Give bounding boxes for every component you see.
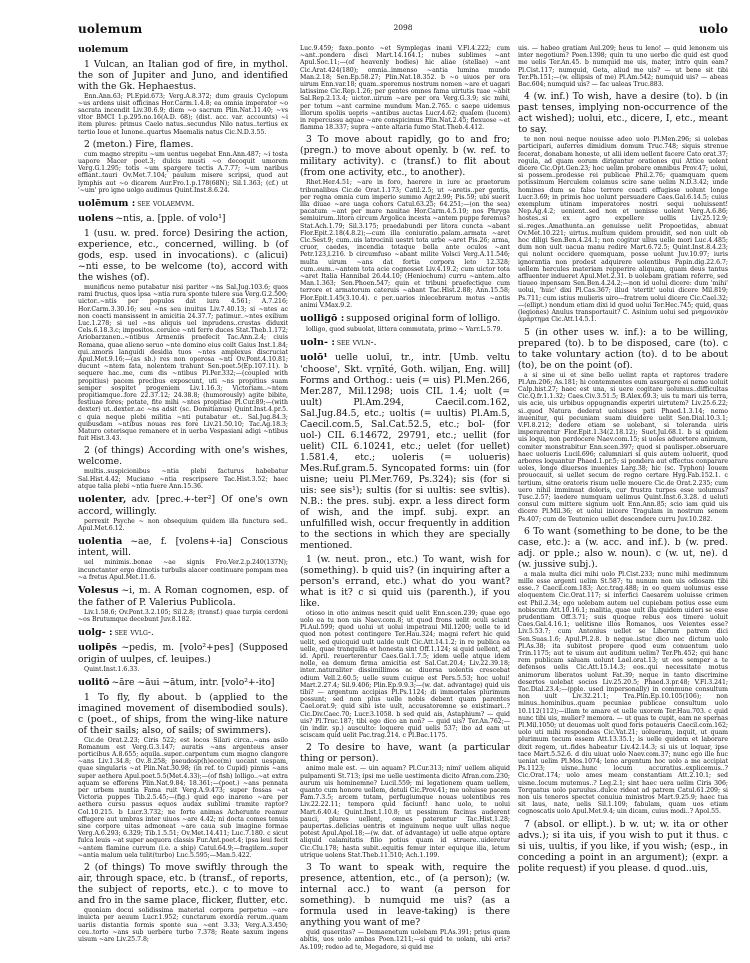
cross-reference: see volaemvm. xyxy=(137,197,195,209)
entry-uoln-xref xyxy=(300,337,510,349)
entry-uolens xyxy=(78,213,288,490)
entry-uolito xyxy=(78,677,288,943)
sense-2: 2 (of things) To move swiftly through the air, through space, etc. b (transf., of reports, the subject of reports, etc.). c to move to and fro in the same place, flicker, flutter, etc. xyxy=(78,862,288,907)
citations: uel minimis..bonae ~ae signis Fro.Ver.2.p.240(137N); incunctanter ergo dimotis turbulis alacer continuare pompam mea ~a fretus Apul.Met.11.6. xyxy=(78,559,288,581)
sense-3: 3 To want to speak with, require the presence, attention, etc., of (a person); (w. internal acc.) to want (a person for something). b numquid me uis? (as a formula used in leave-taking) is there anything you want of me? xyxy=(300,862,510,929)
entry-uolenter xyxy=(78,494,288,532)
entry-uolo-cont xyxy=(518,91,728,873)
column-1 xyxy=(78,44,288,947)
headword: uolēmum : xyxy=(78,197,136,209)
sense-2: 2 (meton.) Fire, flames. xyxy=(84,138,194,150)
headword: Volesus xyxy=(78,585,119,597)
citations: te non noui neque nouisse adeo uolo Pl.Men.296; si uolebas participari, auferres dimidium domum Truc.748; siquis strenue fecerat, donabam honeste, ut alii idem uellent facere Cato orat.37; regula, ad quam eorum dirigantur orationes qui Attice uolent dicere Cic.Opt.Gen.23; hoc uelim probare omnibus Prov.47; uolui, si possem..prodesse rei publicae Phil.2.76; quamquam quem potissimum Herculem colamus scire sane uelim N.D.3.42; unde homines dum se falso terrore coacti effugisse uolunt longe Lucr.3.69; in primis hoc uolunt persuadere Caes.Gal.6.14.5; cuius exemplum utinam imperatores nostri sequi uoluissent! Nep.Ag.4.2; uenient..sed non et uenisse uolent Verg.A.6.86; hostes..si ex agro expellere uellis Liv.25.12.9; si..reges..Amathunta..an genuisse uelit Propoetidas, abnuat Ov.Met.10.221; uirtus..multum quidem prouidit, sed non uult ob hoc diligi Sen.Ben.4.24.1; non cogitur ullus uelle mori Luc.4.485; dum non uult uacua manu redire Mart.6.72.5; Quint.Inst.8.4.23; qui nolunt occidere quemquam, posse uolunt Juv.10.97; iuris ignorantia non prodest adquirere uolentibus Papin.dig.22.6.7; uellem hercules materiam repperire aliquam, quam deus tantus affluenter indueret Apul.Met.2.31. b uolebam gratiam referre, sed tiaueo inpensam Sen.Ben.4.24.2;—non id uolui dicere: dum 'mihi' uolui, 'huic' dixi Pl.Cas.367; illud 'stertit' uolui dicere Mil.819; Ps.711; cum istius mulieris uiro—fratrem uolui dicere Cic.Cael.32;—(ellipt.) nondum etiam dixi id quod uolui Ter.Hec.745; quid, quas (legiones) Anulus transportauit? C. Asinium uolui sed μνημονικὸν ἁμάρτημα Cic.Att.14.5.1. xyxy=(518,136,728,324)
continued-citations: Luc.9.459; faxo..ponto ~et Symplegas inani V.Fl.4.222; cum ~ant..pondera disci Mart.14.164.1; nubes sublimes ~ant Apul.Soc.11;—(of heavenly bodies) hic aliae (stellae) ~ant Cic.Arat.424(180); omnia..inmenso ~antia lumina mundo Man.2.18; Sen.Ep.58.27; Plin.Nat.18.352. b ~o uiuos per ora uirum Enn.var.18; quam..speremus nostrum nomen ~are et uagari latissime Cic.Rep.1.26; per gentes omnes fama uirtutis tuae ~abit Sal.Rep.2.13.4; uictor..uirum ~are per ora Verg.G.3.9; sic mihi, per totum ~ant carmine mundum Man.2.765. c saepe uidemus illorum spoliis uepris ~antibus auctas Lucr.4.62; qualem (lucem) in repercussu aquae ~are conspicimus Plin.Nat.2.45; flexuose ~et flamma 18.337; supra ~ante altaria fumo Stat.Theb.4.412. xyxy=(300,45,510,132)
citations: cum magno strepitu ~um uentus uegebat Enn.Ann.487; ~i tosta uapore Macer poet.3; dulcis musti ~o decoquit umorem Verg.G.1.295; totis ~um spargere tectis A.7.77; ~um naribus efflant..tauri Ov.Met.7.104; paulum misere scripsi, quod aut lymphis aut ~o dicarem Aur.Fro.1.p.178(68N); Sil.1.363; (cf.) ut '~um' pro igne uolgo audimus Quint.Inst.8.6.24. xyxy=(78,150,288,194)
headword: uolemum xyxy=(78,44,129,55)
sense-1: 1 Vulcan, an Italian god of fire, in mythol. the son of Jupiter and Juno, and identified with the Gk. Hephaestus. xyxy=(78,58,288,92)
sense-5: 5 (in other uses w. inf.): a to be willing, prepared (to). b to be disposed, care (to). c to take voluntary action (to). d to be about (to), be on the point (of). xyxy=(518,326,728,371)
entry-uolligo xyxy=(300,313,510,333)
entry-uolg-xref xyxy=(78,627,288,639)
grammar: ~i, m. A Roman cognomen, esp. of the father of P. Valerius Publicola. xyxy=(78,585,289,608)
grammar: ~ntis, a. [pple. of volo¹] xyxy=(115,213,226,225)
column-3 xyxy=(518,44,728,878)
citations: Liv.1.58.6; Ov.Pont.3.2.105; Sil.2.8; (transf.) quae turpia cerdoni ~os Brutumque decebunt Juv.8.182. xyxy=(78,608,288,623)
citations: multis..suspicionibus ~ntia plebi facturus habebatur Sal.Hist.4.42; Muciano ~ntia rescripsere Tac.Hist.3.52; haec atque talia plebi ~ntia fuere Ann.15.36. xyxy=(78,468,288,490)
citations: quid quaeritas? — Demaenetum uolebam Pl.As.391; prius quam abitis, uos uolo ambas Poen.1211;—si quid te uolam, ubi eris? As.109; redeo ad te, Megadore, si quid me xyxy=(300,929,510,951)
sense-2: 2 To desire to have, want (a particular thing or person). xyxy=(300,742,510,765)
citations: Cic.de Orat.2.23; Ciris 522; est locos Silari circa..~ans asilo Romanum est Verg.G.3.147; auratis ~ans argenteus anser porticibus A.8.655; aquila..super..carpentum cum magno clangore ~ans Liv.1.34.8; Ov..8.258; pseudosp(h)ece(m) uocant uespam, quae singularis ~at Plin.Nat.30.98; (in ref. to Cupid) pinnis ~ans super aethera Apul.poet.5.5(Met.4.33);—(of fish) lolligo..~at extra aquam se efferens Plin.Nat.9.84; 18.361;—(poet.) ~ans pennata per urbem nuntia Fama ruit Verg.A.9.473; super fossas ~at Victoria puppes Tib.2.5.45;—(fig.) quid ego inareno ~are per aethera cursu passus equos audax sublimi tramite raptor? Col.10.215. b Lucr.3.732; ne forte animas Acherunte reamur effugere aut umbras inter uiuos ~are 4.42; ni docta comes tenuis sine corpore uitas admoneat ~are caua sub imagine formae Verg.A.6.293; 6.329; Tib.1.5.51; Ov.Met.14.411; Luc.7.180. c sicut fulca leuis ~at super aequora classis Fur.Ant.poet.4; ipsa leui fecit ~antem flamine currum (i.e. a ship) Catul.64.9;—fragilem..super ~antia malum uela tulit(turbo) Luc.5.595;—Man.5.422. xyxy=(78,736,288,859)
sense-3: 3 To move about rapidly, go to and fro; (pregn.) to move about openly. b (w. ref. to military activity). c (transf.) to flit about (from one activity, etc., to another). xyxy=(300,134,510,179)
sense-7: 7 (absol. or ellipt.). b w. ut; w. ita or other advs.); si ita uis, if you wish to put it thus. c si uis, uultis, if you like, if you wish; (esp., in conceding a point in an argument); (expr. a polite request) if you please. d quod..uis, xyxy=(518,818,728,874)
headword: uolitō xyxy=(78,677,110,689)
continued-citations: uis. — habeo gratiam Aul.209; heus tu leno! — quid lenonem uis inter negotium? Poen.1398; quin tu uno uerbo dic quid est quod me uelis Ter.An.45. b numquid me uis, mater, intro quin eam? Pl.Cist.117; numquid, Geta, aliud me uis? — ut bene sit tibi Ter.Ph.151;—(w. ellipsis of me) Pl.Am.542; numquid uis? — abeas Bac.604; numquid uis? — fac ualeas Truc.883. xyxy=(518,45,728,89)
headword: uolens xyxy=(78,213,114,225)
grammar: ~āre ~āui ~ātum, intr. [volo²+-ito] xyxy=(111,677,275,689)
sense-4: 4 (w. inf.) To wish, have a desire (to). b (in past tenses, implying non-occurrence of the act wished); uolui, etc., dicere, I, etc., meant to say. xyxy=(518,91,728,136)
grammar: uelle uoluī, tr., intr. [Umb. veltu 'choose', Skt. vṛṇīté, Goth. wiljan, Eng. will] Forms and Orthog.: ueis (= uis) Pl.Men.266, Mer.287, Mil.1298; uois CIL 1.4; uolt (= uult) Pl.Am.294, Caecil.com.162, Sal.Jug.84.5, etc.; uoltis (= uultis) Pl.Am.5, Caecil.com.5, Sal.Cat.52.5, etc.; bol- (for uol-) CIL 6.14672, 29791, etc.; uellit (for uelit) CIL 6.10241, etc.; uelet (for uellet) 1.581.4, etc.; uoleris (= uolueris) Mes.Ruf.gram.5. Syncopated forms: uin (for uisne; ueiu Pl.Mer.769, Ps.324); sis (for si uis: see sis¹); sultis (for si uultis: see svltis). N.B.: the pres. subj. expr. a less direct form of wish, and the impf. subj. expr. an unfulfilled wish, occur frequently in addition to the sections in which they are specially mentioned. xyxy=(300,352,510,551)
left-guide-word: uolemum xyxy=(78,22,143,36)
sense-2: 2 (of things) According with one's wishes, welcome. xyxy=(78,445,288,468)
headword: uolipēs xyxy=(78,642,117,654)
headword: uolenter, xyxy=(78,494,127,506)
citations: Enn.Ann.63; Pl.Epid.673; Verg.A.8.372; dum grauis Cyclopum ~us ardens uisit officinas Hor.Carm.1.4.8; ea omnia imperator ~o sacrata incendit Liv.30.6.9; diem ~o sacrum Plin.Nat.11.40; ~vs vltor BMCI 1.p.295.no.16(A.D. 68); (dist. acc. var. accounts) ~i item plures: primus Caelo natus..secundus Nilo natus..tertius ex tertio Ioue et Iunone..quartus Maemalis natus Cic.N.D.3.55. xyxy=(78,92,288,136)
entry-uolipes xyxy=(78,642,288,673)
headword: uolligō : xyxy=(300,313,345,325)
grammar: ~ae, f. [volens+-ia] Conscious intent, will. xyxy=(78,535,288,559)
headword: uoln- : xyxy=(300,336,335,348)
entry-volesus xyxy=(78,585,288,623)
entry-uolito-sense-3 xyxy=(300,134,510,309)
running-head xyxy=(78,22,728,38)
citations: a mala multa dici mihi uolo Pl.Cist.233; nunc mihi medimnum mille esse argenti uelim St.587; tu nunum non uis odiosam tibi esse..? Caecil.com.183; Acc.trag.488; in eo quem uolumus esse eloquentem Cic.Orat.117; si interfici Caesarem uoluisse crimen est Phil.2.34; ego uolebam autem uel cupiebam potius esse eum nobiscum Att.10.16.1; malitia, quae uult illa quidem uideri se esse prudentiam Off.3.71; suis quoque rebus eos timere uoluit Caes.Gal.4.16.1; uelitisne illos Romanos, uos Veientes esse? Liv.5.53.7; cum Antonius uellet se Liberum patrem dici Sen.Suas.1.6; Apul.Pl.2.8. b neque..istuc dico nec dictum uolo Pl.As.38; ita subitost propere quod eum conuentum uolo Trin.1175; aut te uisum aut auditum uelim? Ter.Ph.452; qui hanc rem publicam saluam uolunt Lael.orat.13; ut eos semper a te defensos uelis Cic.Att.15.14.3; eos..qui necessitate motus animorum liberatos uolunt Fat.39; neque in tanto discrimine desertos uolebat socios Liv.25.20.5; Phaed.3.pr.48; V.Fl.3.241; Tac.Dial.23.4;—(pple. used impersonally) in commune consultum non uult Liv.32.21.1; Tra.Plin.Ep.10.105(106); non minus..hominibus..quam pecuniae publicae consultum uolo 10.112(112);—illam te amare et uelle uxorem Ter.Hau.703. c quid nunc tibi uis, mulier? memora. — ut quas te cupit, eam ne spernas Pl.Mil.1050; ut deuomas uolt quod foris potaueris Caecil.com.162; uolo uti mihi respondeas Cic.Vat.21; uolueram, inquit, ut quam plurimum tecum essem Att.13.35.1; is uelle quidem et laborare dixit regem, ut..fides habeatur Liv.42.14.3; si uis ut loquar, ipse tace Mart.5.52.6. d diu uiuat uolo Naev.com.37; nunc ego ille huc ueniat uelim Pl.Mos.1074; leno argentum hoc uolo a me accipiat Ps.1123; uisne..hunc locum accuratius..explicemus..? Cic.Orat.174; uolo ames meam constantiam Att.2.10.1; sed uisne..locum mutemus..? Leg.2.1; sint haec uera uelim Ciris 306; Torquatus uolo paruulus..dulce rideat ad patrem Catul.61.209; si non uis teneros spectet conuiua ministros Mart.9.25.9; haec tua sit laus, nate, uelis Sil.1.109; fabulam, quam uos etiam cognoscatis uolo Apul.Met.9.4; uin dicam, cuius modi..? Apol.55. xyxy=(518,570,728,816)
entry-uolemum-xref xyxy=(78,198,288,210)
column-2 xyxy=(300,44,510,955)
headword: uolg- : xyxy=(78,626,113,638)
citations: quoniam docui solidissima material corpora perpetuo ~are inuicta per aeuum Lucr.1.952; cunctarum exordia rerum..quam uariis distantia formis sponte sua ~ent 3.33; Verg.A.3.450; ceu..torto ~ans sub uerbere turbo 7.378; Reate saxum ingens uisum ~are Liv.25.7.8; xyxy=(78,907,288,943)
grammar: ~pedis, m. [volo²+pes] (Supposed origin of uulpes, cf. leuipes.) xyxy=(78,642,288,665)
right-guide-word: uolo xyxy=(698,22,728,36)
citations: Rhet.Her.4.51; ~are in foro, haerere in iure ac praetorum tribunalibus Cic.de Orat.1.173; Catil.2.5; ut ~aretis..per gentis, per regna omnia cum imperio summo Agr.2.99; Pis.59; ubi suerit illa diuae ~are uaga cohors Catul.63.25; 64.251;—(on the sea) pacatum ~ant per mare nauitae Hor.Carm.4.5.19; nos Phryga semiuirum..litora circum Argolica incesta ~antem puppe feremus? Stat.Ach.1.79; Sil.3.175; praedabundi per litora cuncta ~abant Flor.Epit.2.18(4.8.2);—cum illa coniuratio..palam..armata ~aret Cic.Sest.9; cum..uis latrocinii uestri tota urbe ~aret Pis.26; arma, cruor, caedes, incendia totaque bella ante oculos ~ant Petr.123,l.216. b circumfuso ~abant milite Volsci Verg.A.11.546; multa uirum ~ans dat fortia corpora leto 12.328; cum..eum..~antem tota acie cognosset Liv.4.19.2; cum uictor tota ~aret Italia Hannibal 26.44.10; (Heniochum) curru ~antem..alto Man.1.363; Sen.Phoen.547; quin et tribuni praefectique cum terrore et armatorum cateruis ~abant Tac.Hist.2.88; Ann.15.58; Flor.Epit.1.45(3.10.4). c per..uarios inlecebrarum motus ~antis animi V.Max.9.2. xyxy=(300,179,510,309)
sense-6: 6 To want (something to be done, to be the case, etc.): a (w. acc. and inf.). b (w. pred. adj. or pple.; also w. noun). c (w. ut, ne). d (w. jussive subj.). xyxy=(518,525,728,570)
sense-1: 1 (w. neut. pron., etc.) To want, wish for (something). b quid uis? (in inquiring after a person's errand, etc.) what do you want? what is it? c si quid uis (parenth.), if you like. xyxy=(300,553,510,609)
citations: a si sine ui et sine bello uelint rapta et raptores tradere Pl.Am.206; As.181; hi contemnentes eum assurgere ei nemo uoluit Calp.hist.27; haec est una, si uere cogitare uolumus..difficultas Cic.Q.fr.1.1.32; Caes.Civ.3.51.5; B.Alex.69.3; uis tu mari uis terra, uis acie, uis urbibus oppugnandis experiri uirtutem? Liv.25.6.22; si..quod Natura dederat uoluisses pati Phaed.1.3.14; nemo inuenitur, qui pecuniam suam diuidere uelit Sen.Dial.10.3.1; V.Fl.8.212; dedere etiam se uolebant, si toleranda uiris imperarentur Flor.Epit.1.34(2.18.12); Suet.Jul.68.1. b si quidem uis loqui, non perdocere Naev.com.15; si uoles aduortere animum, comiter monstrabitur Enn.scen.397; quod si paulisper..obseruare haec uolueris Lucil.696; calumniari si quis autem uoluerit, quod arbores loquantur Phaed.1.pr.5; si pondera aut effectus conparare uoles, longe diuersos inuenies Larg.38; hic (sc. Typhon) Iouem prouocauit, si uellet secum de regno certare Hyg.Fab.152.1. c tertium, sitne oratoris risum uelle mouere Cic.de Orat.2.235; cum uero nihil imminuat doloris, cur frustra turpes esse uolumus? Tusc.2.57; laedere numquam uelimus Quint.Inst.6.3.28. d ueluti consul cum mittere signum uolt Enn.Ann.85; scio iam quid uis dicere Pl.Mil.36; et uolui inicere Tragulam in nostrum senem Ps.407; cum de Teutonico uellet descendere curru Juv.10.282. xyxy=(518,371,728,523)
headword: uolentia xyxy=(78,535,123,547)
sense-1: 1 To fly, fly about. b (applied to the imagined movement of disembodied souls). c (poet., of ships, from the wing-like nature of their sails; also, of sails; of swimmers). xyxy=(78,691,288,736)
sense-1: 1 (usu. w. pred. force) Desiring the action, experience, etc., concerned, willing. b (of gods, esp. used in invocations). c (alicui) ~nti esse, to be welcome (to), accord with the wishes (of). xyxy=(78,227,288,283)
entry-uolentia xyxy=(78,536,288,581)
grammar: adv. [prec.+-ter²] Of one's own accord, willingly. xyxy=(78,494,288,517)
cross-reference: see vvln-. xyxy=(336,336,377,348)
citations: otioso in otio animus nescit quid uelit Enn.scen.239; quae ego uolo ea tu non uis Naev.com.8; ut quod frons uelit oculi sciant Pl.Aul.599; quod uolui ut uolui impetraui Mil.1200; uelle te id quod non potest contingere Ter.Hau.324; magni refert hic quid uelit, sed quicquid uult ualde uult Cic.Att.14.1.2; in re publica ea uelle, quae tranquilla et honesta sint Off.1.124; si quid uellent, ad id. April. reuerterentur Caes.Gal.1.7.5; idem uelle atque idem nolle, ea demum firma amicitia est Sal.Cat.20.4; Liv.22.39.18; inter..naturaliter dissimillimos ac diuersa uolentis crescebat odium Vell.2.60.5; uelle suum cuique est Pers.5.53; hoc uolui! Mart.2.27.4; Sil.9.406; Plin.Ep.9.9.3;—(w. dat. advantage) quid uis tibi? — argentum accipias Pl.Ps.1124; di immortales plurimum possunt; sed non plus uelle nobis debent quam parentes Cael.orat.9; quid sibi iste uult, accusatoremne se existimari..? Cic.Div.Caec.70; Lucr.3.1058. b sed quid ais, Astaphium? — quid uis? Pl.Truc.187; tibi ego dico an non? — quid uis? Ter.An.762;—(in indir. sp.) ausculto: loquere quid uelis 537; ibo ad eam ut sciscam quid uelit Pac.trag.214. c Pl.Bac.1175. xyxy=(300,609,510,740)
citations: animo male est. — uin aquam? Pl.Cur.313; nimi' uellem aliquid pulpamenti St.713; ipsi me uelle uestimenta dicito Afran.com.230; aurum uis hominemne? Lucil.559; mi legationem quam uellem, quanto cum honore uellem, detuli Cic.Prov.41; me uoluisse pacem Fam.7.3.5; arcem tutam, perfugiumque nouas uolentibus res Liv.22.22.11; tempora quid faciunt! hanc uolo, te uolui Mart.6.40.4; Quint.Inst.1.10.8; ut pessimum facinus auderent pauci, plures uellent, omnes paterentur Tac.Hist.1.28; paupertas..delicias uentris et inguinum neque uult ullas neque potest Apul.Apol.18;—(w. dat. of advantage) ut uelle atque optare aliquid calamitatis filio potius quam id struere..uideretur Cic.Clu.178; hasta subit..equitis femur inter equique ilia, letum utrique uolens Stat.Theb.11.510; Ach.1.199. xyxy=(300,765,510,859)
citations: perrexit Psyche ~ non obsequium quidem illa functura sed.. Apul.Met.6.12. xyxy=(78,517,288,532)
entry-uolemum xyxy=(78,44,288,194)
citations: Quint.Inst.1.6.33. xyxy=(84,665,140,673)
cross-reference: see vvlg-. xyxy=(114,626,154,638)
entry-uolo xyxy=(300,352,510,950)
citations: lolligo, quod subuolat, littera commutata, primo ~ Varr.L.5.79. xyxy=(306,325,503,333)
headword: uolō¹ xyxy=(300,352,328,364)
page-number: 2098 xyxy=(393,23,413,32)
grammar: supposed original form of lolligo. xyxy=(346,313,501,325)
citations: munificus nemo putabatur nisi pariter ~ns Sal.Jug.103.6; quos rami fructus, quos ipsa ~ntia rura sponte tulere sua Verg.G.2.500; uictor..~ntis per populos dat iura 4.561; A.7.216; Hor.Carm.3.30.16; seu ~ns seu inuitus Liv.7.40.13; si ~ntes ac non coacti mansissent in amicitia 24.37.7; patimur..~ntes exilium Luc.1.278; si uel ~ns aliquis uel inprudens..crustas diduxit Cels.6.18.3.c; impositos..ceruice ~nti ferre duces Stat.Theb.1.172; Ariobarzanen..~ntibus Armeniis praefecit Tac.Ann.2.4; ciuis Romana, quae alieno seruo ~nte domino eius coilt Gaius Inst.1.84; qui..amoris languidi desidia tuos ~ntes amplexus discruciat Apul.Met.9.16;—(as sb.) res non operosa ~nti Ov.Pont.4.10.81; ducunt ~ntem fata, nolentem trahunt Sen.poet.5(Ep.107.11). b sequere hac..me, cum dis ~ntibus Pl.Per.332;—(coupled with propitius) pacem precibus exposcunt, uti ~ns propitius suam semper sospitet progeniem Liv.1.16.3; Victoriam..~ntem propitiamque..fore 22.37.12; 24.38.8; (humorously) agite bibite, festiuae fores; potate, fite mihi ~ntes propitiae Pl.Cur.89;—(with dexter) ut..dexter..ac ~ns adsit (sc. Domitianus) Quint.Inst.4.pr.5. c quia neque plebi militia ~nti putabatur et.. Sal.Jug.84.3; quibusdam ~ntibus nouas res fore Liv.21.50.10; Tac.Ag.18.3; Maturo ceterisque remanere et in uerba Vespasiani adigi ~ntibus fuit Hist.3.43. xyxy=(78,283,288,443)
